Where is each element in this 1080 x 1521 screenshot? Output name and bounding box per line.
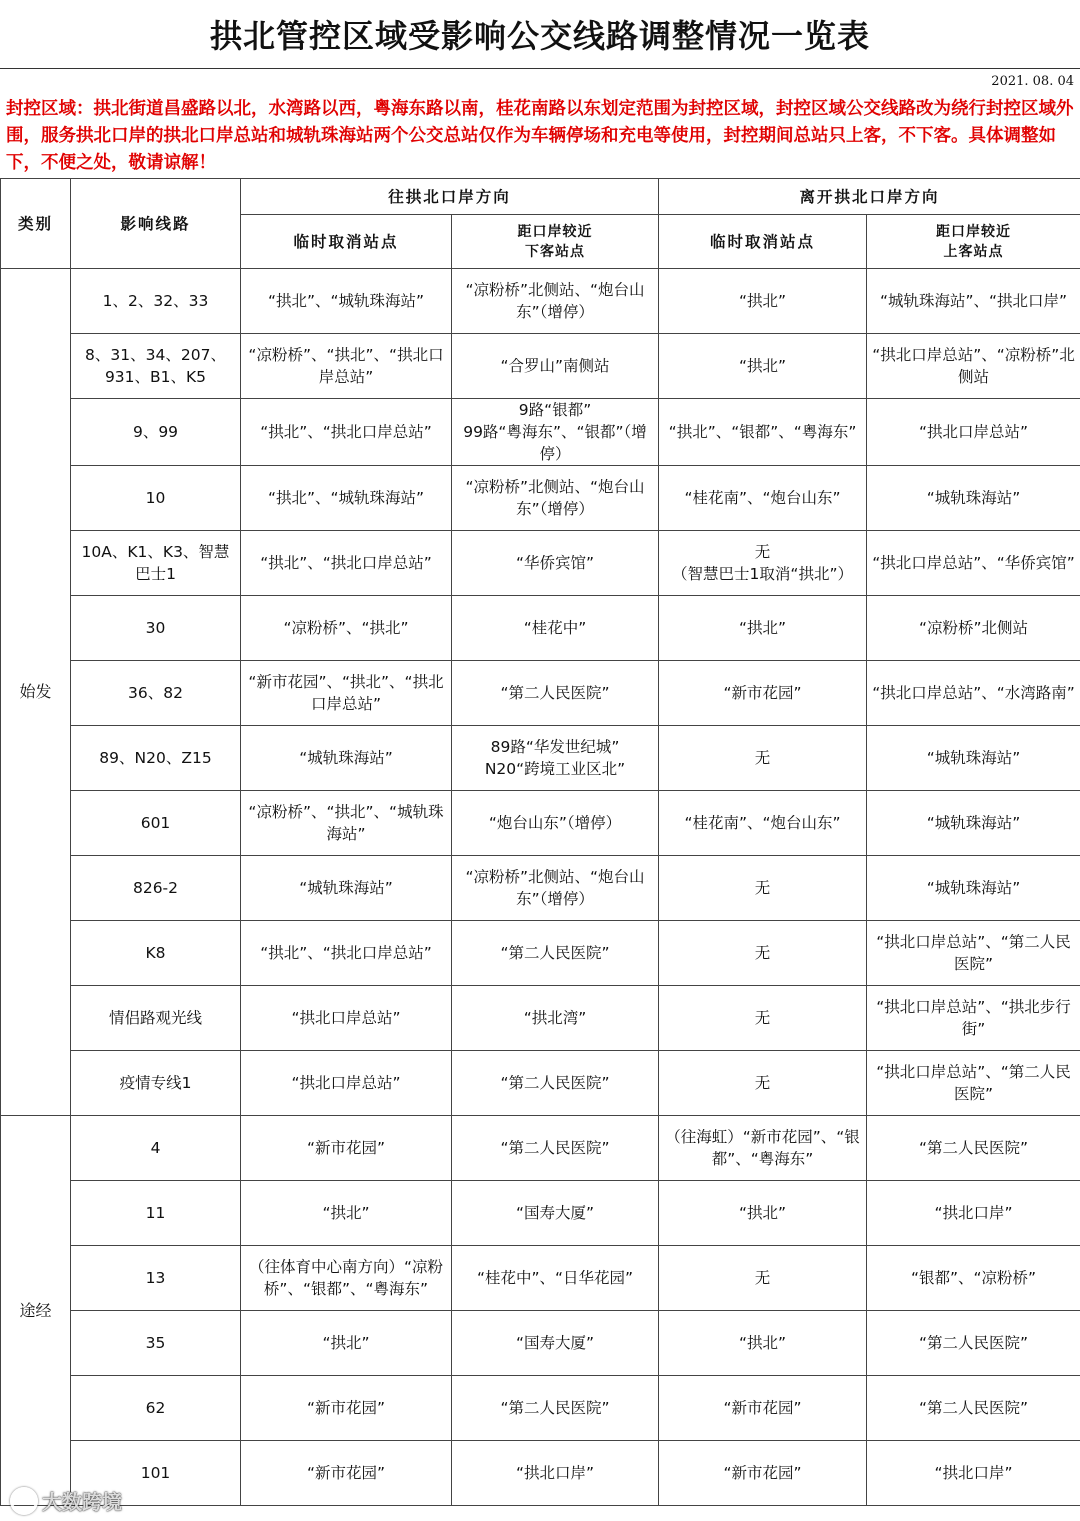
table-row xyxy=(1,399,1080,466)
cancelled-away-cell: “拱北” xyxy=(659,596,867,661)
cancelled-toward-cell: “拱北”、“拱北口岸总站” xyxy=(241,399,452,466)
cancelled-away-cell: “桂花南”、“炮台山东” xyxy=(659,791,867,856)
nearest-pickup-cell: “城轨珠海站”、“拱北口岸” xyxy=(867,269,1080,334)
nearest-drop-cell: “合罗山”南侧站 xyxy=(452,334,659,399)
nearest-drop-cell: “炮台山东”（增停） xyxy=(452,791,659,856)
table-row xyxy=(1,1376,1080,1441)
table-row xyxy=(1,1116,1080,1181)
route-cell: 13 xyxy=(71,1246,241,1311)
route-cell: 62 xyxy=(71,1376,241,1441)
cancelled-toward-cell: （往体育中心南方向）“凉粉桥”、“银都”、“粤海东” xyxy=(241,1246,452,1311)
cancelled-toward-cell: “拱北”、“城轨珠海站” xyxy=(241,466,452,531)
cancelled-away-cell: “拱北” xyxy=(659,1311,867,1376)
watermark-logo-icon xyxy=(10,1487,38,1515)
nearest-pickup-cell: “拱北口岸总站”、“凉粉桥”北侧站 xyxy=(867,334,1080,399)
cancelled-toward-cell: “拱北”、“城轨珠海站” xyxy=(241,269,452,334)
route-cell: K8 xyxy=(71,921,241,986)
nearest-pickup-cell: “拱北口岸” xyxy=(867,1181,1080,1246)
nearest-pickup-cell: “拱北口岸总站”、“拱北步行街” xyxy=(867,986,1080,1051)
cancelled-toward-cell: “拱北”、“拱北口岸总站” xyxy=(241,531,452,596)
nearest-drop-cell: 9路“银都” 99路“粤海东”、“银都”（增停） xyxy=(452,399,659,466)
nearest-pickup-cell: “城轨珠海站” xyxy=(867,791,1080,856)
table-row xyxy=(1,1181,1080,1246)
cancelled-away-cell: “新市花园” xyxy=(659,661,867,726)
table-row xyxy=(1,921,1080,986)
cancelled-toward-cell: “拱北” xyxy=(241,1311,452,1376)
nearest-pickup-cell: “拱北口岸总站”、“华侨宾馆” xyxy=(867,531,1080,596)
header-routes: 影响线路 xyxy=(71,179,241,269)
nearest-pickup-cell: “拱北口岸” xyxy=(867,1441,1080,1506)
header-toward-port: 往拱北口岸方向 xyxy=(241,179,659,215)
nearest-pickup-cell: “城轨珠海站” xyxy=(867,466,1080,531)
cancelled-away-cell: “拱北” xyxy=(659,1181,867,1246)
nearest-drop-cell: “拱北湾” xyxy=(452,986,659,1051)
nearest-drop-cell: “凉粉桥”北侧站、“炮台山东”（增停） xyxy=(452,856,659,921)
table-row xyxy=(1,531,1080,596)
cancelled-away-cell: “拱北”、“银都”、“粤海东” xyxy=(659,399,867,466)
header-category: 类别 xyxy=(1,179,71,269)
nearest-drop-cell: “国寿大厦” xyxy=(452,1181,659,1246)
cancelled-away-cell: 无 xyxy=(659,986,867,1051)
table-row xyxy=(1,1246,1080,1311)
cancelled-toward-cell: “拱北”、“拱北口岸总站” xyxy=(241,921,452,986)
cancelled-toward-cell: “拱北口岸总站” xyxy=(241,986,452,1051)
header-away-port: 离开拱北口岸方向 xyxy=(659,179,1080,215)
header-cancelled-away: 临时取消站点 xyxy=(659,215,867,269)
nearest-drop-cell: “第二人民医院” xyxy=(452,1376,659,1441)
nearest-pickup-cell: “拱北口岸总站”、“水湾路南” xyxy=(867,661,1080,726)
table-row xyxy=(1,726,1080,791)
cancelled-toward-cell: “城轨珠海站” xyxy=(241,856,452,921)
cancelled-toward-cell: “新市花园” xyxy=(241,1116,452,1181)
cancelled-away-cell: （往海虹）“新市花园”、“银都”、“粤海东” xyxy=(659,1116,867,1181)
nearest-drop-cell: “国寿大厦” xyxy=(452,1311,659,1376)
nearest-drop-cell: 89路“华发世纪城” N20“跨境工业区北” xyxy=(452,726,659,791)
cancelled-toward-cell: “城轨珠海站” xyxy=(241,726,452,791)
table-row xyxy=(1,1051,1080,1116)
route-cell: 10A、K1、K3、智慧巴士1 xyxy=(71,531,241,596)
route-cell: 826-2 xyxy=(71,856,241,921)
nearest-pickup-cell: “银都”、“凉粉桥” xyxy=(867,1246,1080,1311)
cancelled-away-cell: 无 xyxy=(659,921,867,986)
route-cell: 11 xyxy=(71,1181,241,1246)
cancelled-toward-cell: “新市花园”、“拱北”、“拱北口岸总站” xyxy=(241,661,452,726)
nearest-drop-cell: “第二人民医院” xyxy=(452,1051,659,1116)
route-cell: 8、31、34、207、931、B1、K5 xyxy=(71,334,241,399)
cancelled-away-cell: “拱北” xyxy=(659,334,867,399)
route-cell: 35 xyxy=(71,1311,241,1376)
route-cell: 36、82 xyxy=(71,661,241,726)
nearest-drop-cell: “凉粉桥”北侧站、“炮台山东”（增停） xyxy=(452,269,659,334)
nearest-pickup-cell: “第二人民医院” xyxy=(867,1376,1080,1441)
watermark xyxy=(10,1486,122,1515)
route-cell: 10 xyxy=(71,466,241,531)
header-nearest-pickup: 距口岸较近 上客站点 xyxy=(867,215,1080,269)
route-cell: 601 xyxy=(71,791,241,856)
nearest-pickup-cell: “第二人民医院” xyxy=(867,1311,1080,1376)
table-row xyxy=(1,466,1080,531)
nearest-drop-cell: “第二人民医院” xyxy=(452,921,659,986)
table-row xyxy=(1,1311,1080,1376)
table-row xyxy=(1,986,1080,1051)
header-nearest-drop: 距口岸较近 下客站点 xyxy=(452,215,659,269)
nearest-drop-cell: “拱北口岸” xyxy=(452,1441,659,1506)
document-date: 2021. 08. 04 xyxy=(991,74,1074,89)
closure-notice: 封控区域：拱北街道昌盛路以北，水湾路以西，粤海东路以南，桂花南路以东划定范围为封控区域，封控区域公交线路改为绕行封控区域外围，服务拱北口岸的拱北口岸总站和城轨珠海站两个公交总站仅作为车辆停场和充电等使用，封控期间总站只上客，不下客。具体调整如下，不便之处，敬请谅解！ xyxy=(6,99,1074,173)
nearest-drop-cell: “桂花中”、“日华花园” xyxy=(452,1246,659,1311)
route-cell: 101 xyxy=(71,1441,241,1506)
table-body xyxy=(1,269,1080,1506)
route-cell: 1、2、32、33 xyxy=(71,269,241,334)
nearest-drop-cell: “凉粉桥”北侧站、“炮台山东”（增停） xyxy=(452,466,659,531)
cancelled-toward-cell: “新市花园” xyxy=(241,1376,452,1441)
nearest-pickup-cell: “城轨珠海站” xyxy=(867,726,1080,791)
cancelled-away-cell: “桂花南”、“炮台山东” xyxy=(659,466,867,531)
cancelled-away-cell: “新市花园” xyxy=(659,1441,867,1506)
route-cell: 30 xyxy=(71,596,241,661)
cancelled-toward-cell: “凉粉桥”、“拱北”、“城轨珠海站” xyxy=(241,791,452,856)
category-origin: 始发 xyxy=(1,269,71,1116)
table-row xyxy=(1,269,1080,334)
cancelled-away-cell: 无 xyxy=(659,726,867,791)
table-row xyxy=(1,596,1080,661)
page-title: 拱北管控区域受影响公交线路调整情况一览表 xyxy=(0,0,1080,69)
nearest-drop-cell: “第二人民医院” xyxy=(452,661,659,726)
cancelled-away-cell: 无 （智慧巴士1取消“拱北”） xyxy=(659,531,867,596)
nearest-drop-cell: “第二人民医院” xyxy=(452,1116,659,1181)
nearest-drop-cell: “桂花中” xyxy=(452,596,659,661)
table-row xyxy=(1,791,1080,856)
nearest-pickup-cell: “拱北口岸总站”、“第二人民医院” xyxy=(867,921,1080,986)
route-cell: 9、99 xyxy=(71,399,241,466)
nearest-pickup-cell: “第二人民医院” xyxy=(867,1116,1080,1181)
cancelled-away-cell: “拱北” xyxy=(659,269,867,334)
cancelled-toward-cell: “拱北” xyxy=(241,1181,452,1246)
route-cell: 情侣路观光线 xyxy=(71,986,241,1051)
nearest-pickup-cell: “拱北口岸总站”、“第二人民医院” xyxy=(867,1051,1080,1116)
cancelled-away-cell: 无 xyxy=(659,1051,867,1116)
table-row xyxy=(1,334,1080,399)
cancelled-toward-cell: “新市花园” xyxy=(241,1441,452,1506)
table-row xyxy=(1,1441,1080,1506)
table-row xyxy=(1,856,1080,921)
route-cell: 4 xyxy=(71,1116,241,1181)
nearest-pickup-cell: “拱北口岸总站” xyxy=(867,399,1080,466)
table-row xyxy=(1,661,1080,726)
nearest-pickup-cell: “凉粉桥”北侧站 xyxy=(867,596,1080,661)
watermark-text: 大数跨境 xyxy=(42,1490,122,1514)
cancelled-away-cell: “新市花园” xyxy=(659,1376,867,1441)
nearest-pickup-cell: “城轨珠海站” xyxy=(867,856,1080,921)
nearest-drop-cell: “华侨宾馆” xyxy=(452,531,659,596)
category-passing: 途经 xyxy=(1,1116,71,1506)
route-cell: 疫情专线1 xyxy=(71,1051,241,1116)
route-cell: 89、N20、Z15 xyxy=(71,726,241,791)
header-cancelled-toward: 临时取消站点 xyxy=(241,215,452,269)
bus-route-table xyxy=(0,178,1080,1506)
cancelled-away-cell: 无 xyxy=(659,1246,867,1311)
cancelled-toward-cell: “拱北口岸总站” xyxy=(241,1051,452,1116)
cancelled-toward-cell: “凉粉桥”、“拱北” xyxy=(241,596,452,661)
cancelled-toward-cell: “凉粉桥”、“拱北”、“拱北口岸总站” xyxy=(241,334,452,399)
cancelled-away-cell: 无 xyxy=(659,856,867,921)
